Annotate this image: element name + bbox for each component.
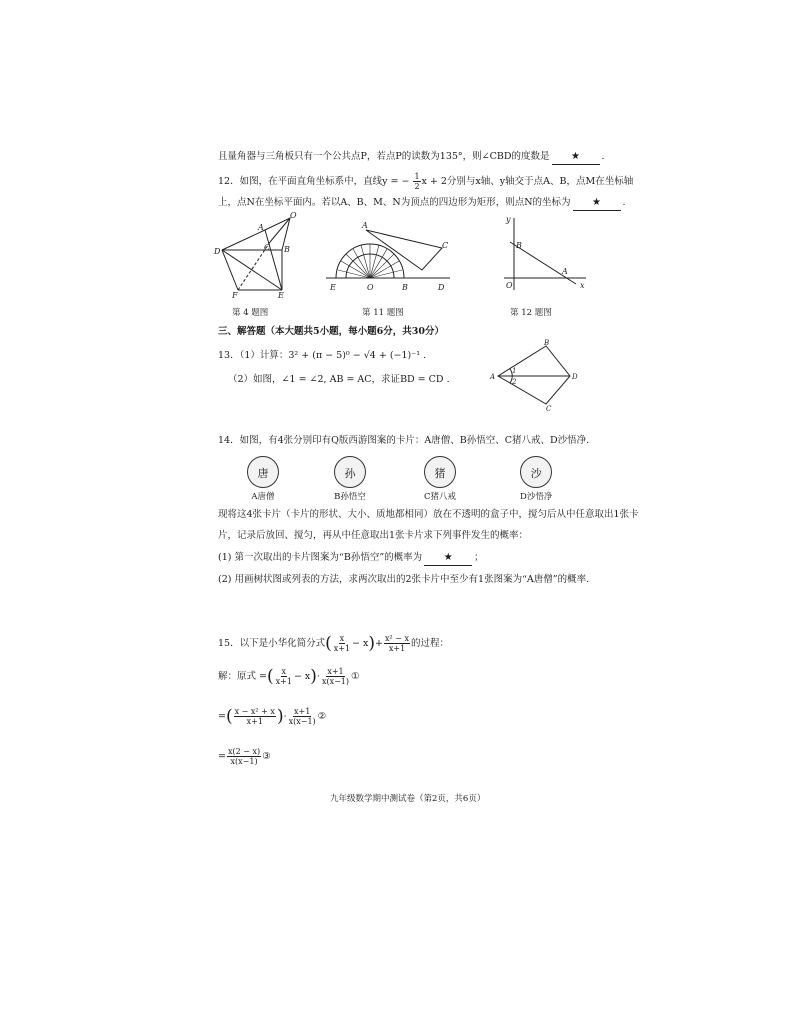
answer-blank bbox=[552, 150, 600, 165]
star-icon: ★ bbox=[592, 197, 601, 208]
svg-text:D: D bbox=[438, 283, 445, 292]
figure-q4 bbox=[210, 212, 310, 300]
figure-q11 bbox=[322, 218, 454, 294]
card-b: 孙 B孙悟空 bbox=[334, 456, 366, 502]
q14-part1: (1) 第一次取出的卡片图案为“B孙悟空”的概率为 ★ ； bbox=[218, 551, 484, 566]
svg-text:A: A bbox=[362, 221, 368, 230]
svg-text:A: A bbox=[562, 267, 568, 276]
svg-text:E: E bbox=[330, 283, 336, 292]
tang-seng-icon: 唐 bbox=[247, 456, 279, 488]
svg-text:C: C bbox=[546, 405, 552, 412]
svg-text:A: A bbox=[490, 373, 496, 381]
svg-text:B: B bbox=[284, 245, 290, 254]
svg-text:x: x bbox=[580, 281, 585, 290]
q14-intro: 14．如图，有4张分别印有Q版西游图案的卡片：A唐僧、B孙悟空、C猪八戒、D沙悟净. bbox=[218, 435, 590, 446]
caption-q11: 第 11 题图 bbox=[362, 308, 404, 318]
svg-text:D: D bbox=[572, 373, 578, 381]
q14-line2: 片，记录后放回、搅匀，再从中任意取出1张卡片求下列事件发生的概率： bbox=[218, 530, 529, 541]
svg-text:2: 2 bbox=[512, 378, 517, 386]
svg-text:E: E bbox=[278, 291, 284, 300]
star-icon: ★ bbox=[443, 552, 453, 563]
zhu-bajie-icon: 猪 bbox=[424, 456, 456, 488]
svg-text:C: C bbox=[442, 241, 449, 250]
q15-step2: =( $\frac{\text{x − x² + x}}{x+1}$ )· $\frac{x+1}{x(x-1)}$ ② bbox=[218, 706, 327, 727]
svg-text:D: D bbox=[214, 247, 221, 256]
q14-line1: 现将这4张卡片（卡片的形状、大小、质地都相同）放在不透明的盒子中，搅匀后从中任意取出1张卡 bbox=[218, 509, 639, 520]
sun-wukong-icon: 孙 bbox=[334, 456, 366, 488]
q14-part2: (2) 用画树状图或列表的方法，求两次取出的2张卡片中至少有1张图案为“A唐僧”的概率. bbox=[218, 574, 590, 585]
answer-blank bbox=[573, 196, 621, 211]
page-footer: 九年级数学期中测试卷（第2页，共6页） bbox=[330, 794, 486, 804]
star-icon: ★ bbox=[571, 151, 580, 162]
q13-part1: 13．（1）计算：3² + (π − 5)⁰ − √4 + (−1)⁻¹ . bbox=[218, 350, 427, 361]
section-title: 三、解答题（本大题共5小题，每小题6分，共30分） bbox=[218, 326, 444, 337]
svg-text:B: B bbox=[402, 283, 408, 292]
svg-text:F: F bbox=[232, 291, 238, 300]
svg-text:y: y bbox=[506, 215, 511, 224]
caption-q4: 第 4 题图 bbox=[232, 308, 269, 318]
svg-text:1: 1 bbox=[512, 367, 517, 375]
q15-step3: = $\frac{x(2 - x)}{x(x-1)}$ ③ bbox=[218, 747, 271, 766]
figure-q13 bbox=[488, 338, 588, 412]
answer-blank bbox=[424, 551, 472, 566]
q11-tail: 且量角器与三角板只有一个公共点P，若点P的读数为135°，则∠CBD的度数是 ★ . bbox=[218, 150, 605, 165]
q13-part2: （2）如图，∠1 = ∠2, AB = AC，求证BD = CD . bbox=[228, 374, 450, 385]
svg-text:A: A bbox=[258, 223, 264, 232]
figure-q12 bbox=[500, 214, 590, 294]
svg-text:O: O bbox=[506, 281, 513, 290]
svg-text:O: O bbox=[367, 283, 374, 292]
card-a: 唐 A唐僧 bbox=[247, 456, 279, 502]
svg-text:B: B bbox=[544, 339, 550, 347]
q15-intro: 15．以下是小华化简分式( $\frac{x}{x+1}$ − x)+ $\frac{\text{x² − x}}{x+1}$ 的过程： bbox=[218, 633, 450, 654]
svg-text:C: C bbox=[264, 243, 271, 252]
fraction: $\frac{1}{2}$ bbox=[414, 172, 420, 191]
card-d: 沙 D沙悟净 bbox=[520, 456, 552, 502]
q12-line1: 12．如图，在平面直角坐标系中，直线y = − $\frac{1}{2}$ x + 2分别与x轴、y轴交于点A、B，点M在坐标轴 bbox=[218, 172, 634, 191]
sha-wujing-icon: 沙 bbox=[520, 456, 552, 488]
caption-q12: 第 12 题图 bbox=[510, 308, 552, 318]
card-c: 猪 C猪八戒 bbox=[424, 456, 456, 502]
svg-text:O: O bbox=[290, 212, 297, 220]
q15-step1: 解：原式 =( $\frac{x}{x+1}$ − x)· $\frac{x+1}{x(x-1)}$ ① bbox=[218, 666, 360, 687]
q12-line2: 上，点N在坐标平面内。若以A、B、M、N为顶点的四边形为矩形，则点N的坐标为 ★ . bbox=[218, 196, 626, 211]
svg-text:B: B bbox=[516, 241, 522, 250]
